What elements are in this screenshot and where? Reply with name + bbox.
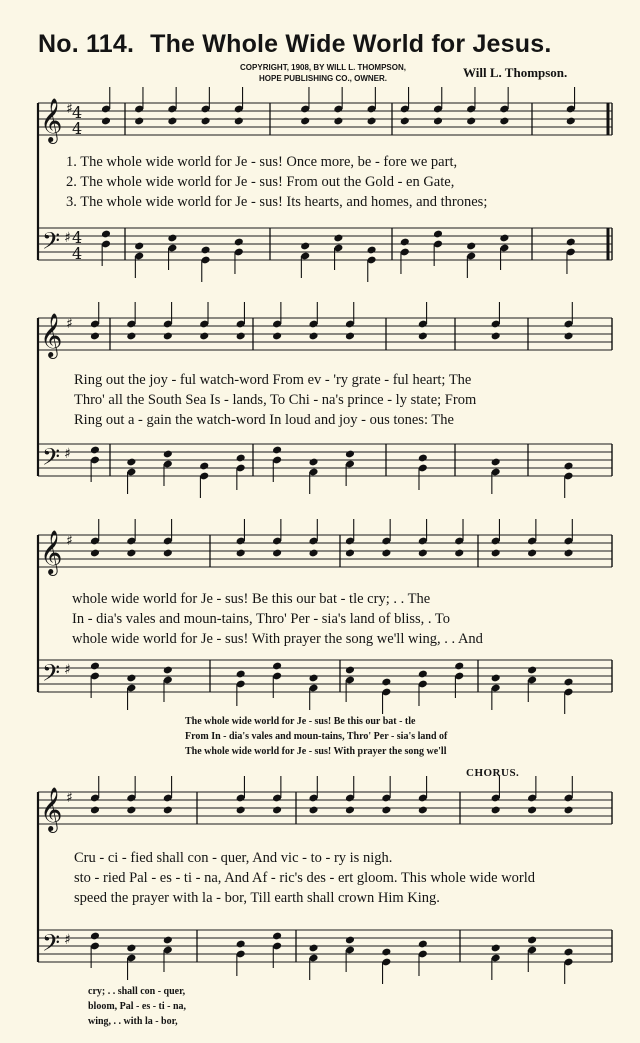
note-head [367, 246, 377, 255]
bass-clef-icon: 𝄢 [42, 659, 61, 692]
copyright-line: COPYRIGHT, 1908, BY WILL L. THOMPSON, [240, 63, 406, 72]
note-head [167, 234, 177, 243]
note-head [418, 332, 428, 341]
note-head [527, 549, 537, 558]
note-head [236, 332, 246, 341]
hymn-number: No. 114. [38, 30, 135, 58]
note-head [126, 332, 136, 341]
verse-line: 3. The whole wide world for Je - sus! Its hearts, and homes, and thrones; [66, 194, 488, 210]
note-head [433, 117, 443, 126]
treble-clef-icon: 𝄞 [40, 530, 63, 574]
note-head [418, 549, 428, 558]
note-head [163, 666, 173, 675]
note-head [90, 549, 100, 558]
note-head [126, 806, 136, 815]
note-head [491, 944, 501, 953]
note-head [418, 454, 428, 463]
note-head [563, 332, 573, 341]
note-head [308, 332, 318, 341]
note-head [90, 806, 100, 815]
note-head [433, 230, 443, 239]
note-head [90, 446, 100, 455]
verse-line: Ring out the joy - ful watch-word From ev - 'ry grate - ful heart; The [74, 372, 472, 388]
note-head [300, 242, 310, 251]
note-head [345, 450, 355, 459]
note-head [563, 948, 573, 957]
note-head [308, 944, 318, 953]
note-head [234, 117, 244, 126]
note-head [454, 549, 464, 558]
note-head [491, 458, 501, 467]
note-head [134, 117, 144, 126]
note-head [126, 944, 136, 953]
verse-line: 2. The whole wide world for Je - sus! From out the Gold - en Gate, [66, 174, 455, 190]
bass-line: From In - dia's vales and moun-tains, Thro' Per - sia's land of [185, 731, 448, 742]
bass-line: The whole wide world for Je - sus! With prayer the song we'll [185, 746, 447, 757]
note-head [236, 940, 246, 949]
note-head [272, 446, 282, 455]
chorus-label: CHORUS. [466, 767, 520, 779]
time-signature: 4 [72, 119, 83, 138]
note-head [201, 117, 211, 126]
system-3-verses [72, 589, 483, 649]
bass-line: wing, . . with la - bor, [88, 1016, 178, 1027]
note-head [163, 806, 173, 815]
note-head [163, 450, 173, 459]
note-head [234, 238, 244, 247]
note-head [381, 678, 391, 687]
verse-line: Ring out a - gain the watch-word In loud and joy - ous tones: The [74, 412, 454, 428]
note-head [466, 242, 476, 251]
note-head [236, 806, 246, 815]
note-head [345, 332, 355, 341]
sharp-icon: ♯ [66, 316, 73, 332]
system-4-bass-words [88, 984, 186, 1029]
verse-line: whole wide world for Je - sus! Be this our bat - tle cry; . . The [72, 591, 431, 607]
verse-line: 1. The whole wide world for Je - sus! Once more, be - fore we part, [66, 154, 458, 170]
note-head [563, 462, 573, 471]
note-head [345, 936, 355, 945]
note-head [345, 806, 355, 815]
note-head [400, 117, 410, 126]
system-2-verses [74, 370, 476, 430]
note-head [466, 117, 476, 126]
system-1-verses [66, 152, 487, 212]
note-head [499, 234, 509, 243]
note-head [527, 666, 537, 675]
note-head [272, 549, 282, 558]
note-head [101, 230, 111, 239]
note-head [272, 806, 282, 815]
note-head [345, 549, 355, 558]
note-head [236, 670, 246, 679]
note-head [163, 332, 173, 341]
note-head [491, 806, 501, 815]
note-head [381, 806, 391, 815]
note-head [345, 666, 355, 675]
bass-line: cry; . . shall con - quer, [88, 986, 186, 997]
note-head [126, 458, 136, 467]
note-head [272, 332, 282, 341]
note-head [454, 662, 464, 671]
note-head [563, 678, 573, 687]
note-head [236, 549, 246, 558]
note-head [333, 117, 343, 126]
sharp-icon: ♯ [66, 533, 73, 549]
note-head [418, 806, 428, 815]
note-head [566, 117, 576, 126]
treble-clef-icon: 𝄞 [40, 313, 63, 357]
note-head [163, 936, 173, 945]
time-signature: 4 [72, 103, 83, 122]
verse-line: speed the prayer with la - bor, Till earth shall crown Him King. [74, 890, 440, 906]
sharp-icon: ♯ [66, 790, 73, 806]
copyright-line: HOPE PUBLISHING CO., OWNER. [258, 74, 387, 83]
note-head [272, 932, 282, 941]
note-head [563, 806, 573, 815]
note-head [101, 117, 111, 126]
sharp-icon: ♯ [64, 932, 71, 948]
note-head [90, 662, 100, 671]
verse-line: sto - ried Pal - es - ti - na, And Af - ric's des - ert gloom. This whole wide world [74, 870, 536, 886]
note-head [308, 806, 318, 815]
note-head [563, 549, 573, 558]
composer-credit: Will L. Thompson. [463, 65, 568, 80]
note-head [126, 549, 136, 558]
note-head [381, 948, 391, 957]
verse-line: In - dia's vales and moun-tains, Thro' Per - sia's land of bliss, . To [72, 611, 450, 627]
note-head [333, 234, 343, 243]
bass-line: The whole wide world for Je - sus! Be this our bat - tle [185, 716, 416, 727]
note-head [163, 549, 173, 558]
bass-clef-icon: 𝄢 [42, 929, 61, 962]
sharp-icon: ♯ [66, 101, 73, 117]
sharp-icon: ♯ [64, 446, 71, 462]
note-head [134, 242, 144, 251]
bass-line: bloom, Pal - es - ti - na, [88, 1001, 187, 1012]
system-3-bass-words [185, 714, 447, 759]
note-head [381, 549, 391, 558]
note-head [527, 806, 537, 815]
verse-line: Thro' all the South Sea Is - lands, To Chi - na's prince - ly state; From [74, 392, 477, 408]
note-head [90, 332, 100, 341]
note-head [126, 674, 136, 683]
note-head [308, 458, 318, 467]
verse-line: Cru - ci - fied shall con - quer, And vic - to - ry is nigh. [74, 850, 393, 866]
note-head [90, 932, 100, 941]
note-head [300, 117, 310, 126]
note-head [418, 940, 428, 949]
note-head [167, 117, 177, 126]
time-signature: 4 [72, 228, 83, 247]
note-head [199, 462, 209, 471]
treble-clef-icon: 𝄞 [40, 98, 63, 142]
note-head [201, 246, 211, 255]
time-signature: 4 [72, 244, 83, 263]
note-head [367, 117, 377, 126]
system-4-verses [74, 848, 535, 908]
bass-clef-icon: 𝄢 [42, 443, 61, 476]
note-head [418, 670, 428, 679]
note-head [272, 662, 282, 671]
note-head [236, 454, 246, 463]
hymn-title: The Whole Wide World for Jesus. [150, 30, 552, 58]
note-head [499, 117, 509, 126]
treble-clef-icon: 𝄞 [40, 787, 63, 831]
bass-clef-icon: 𝄢 [42, 227, 61, 260]
note-head [491, 549, 501, 558]
note-head [566, 238, 576, 247]
sharp-icon: ♯ [64, 230, 71, 246]
note-head [400, 238, 410, 247]
sharp-icon: ♯ [64, 662, 71, 678]
note-head [199, 332, 209, 341]
note-head [491, 674, 501, 683]
verse-line: whole wide world for Je - sus! With prayer the song we'll wing, . . And [72, 631, 483, 647]
note-head [527, 936, 537, 945]
note-head [308, 549, 318, 558]
note-head [308, 674, 318, 683]
note-head [491, 332, 501, 341]
